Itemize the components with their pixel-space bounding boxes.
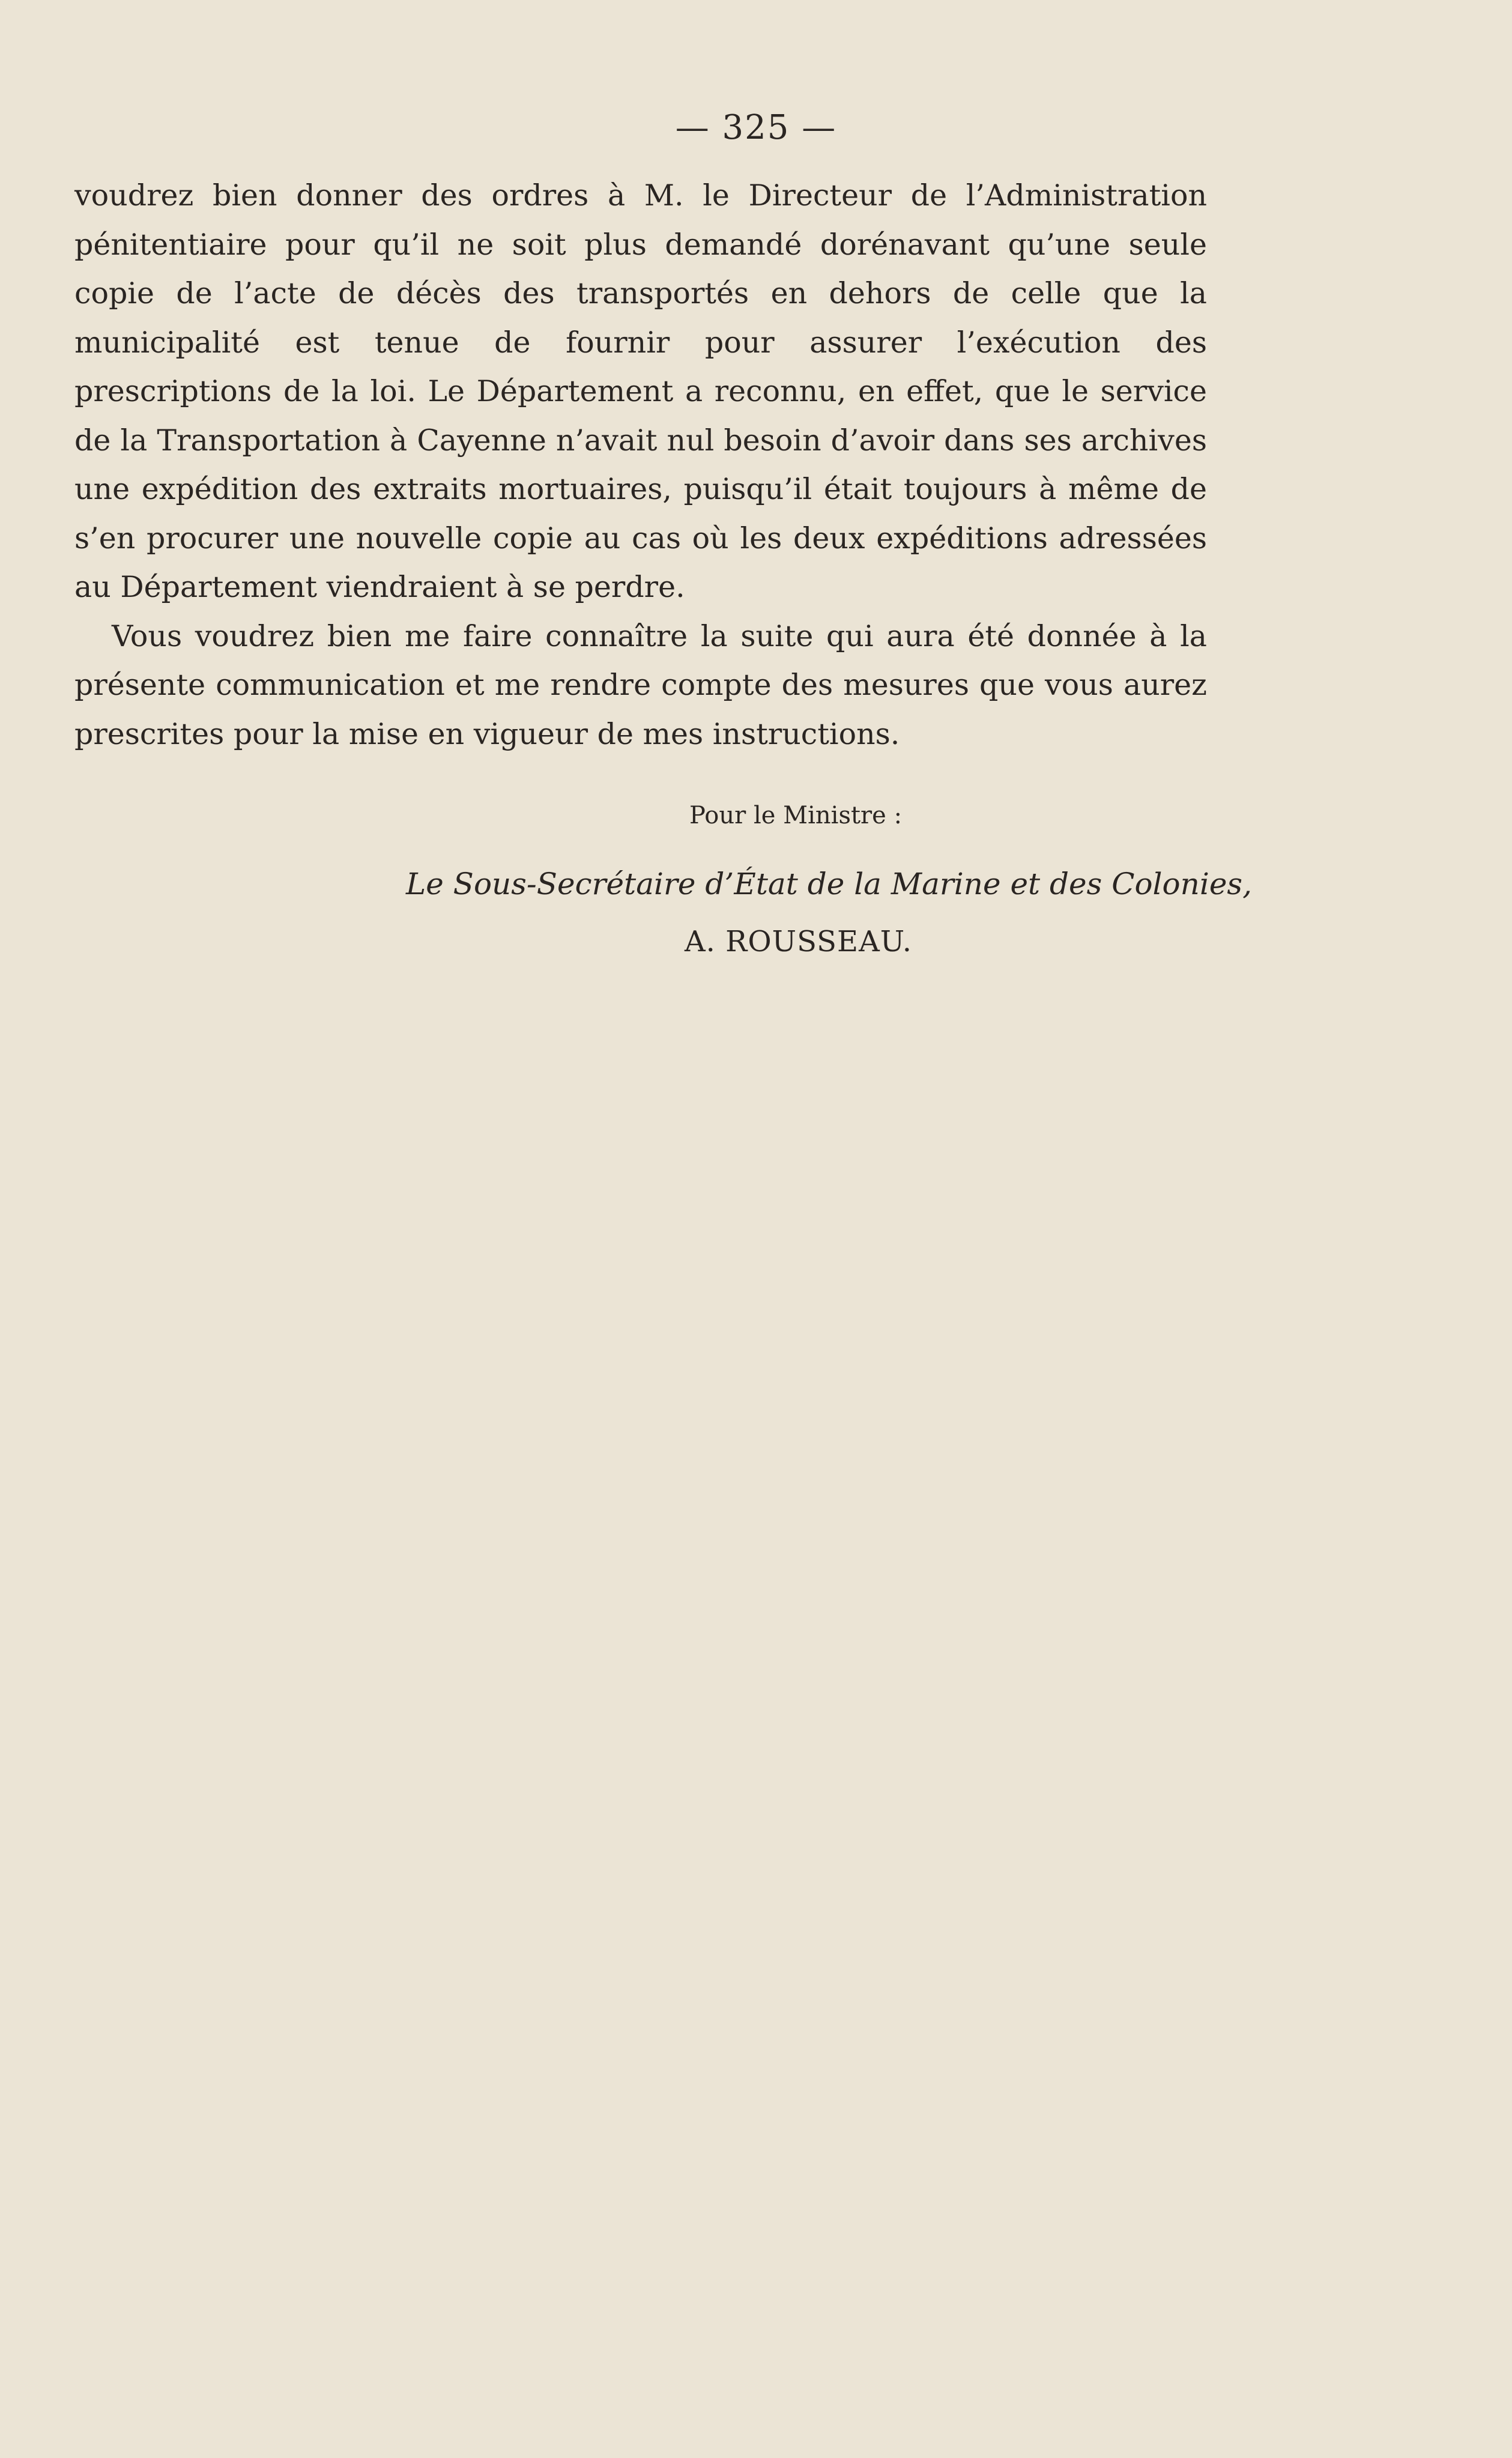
signatory-name: A. ROUSSEAU. bbox=[685, 925, 913, 958]
for-minister-line: Pour le Ministre : bbox=[689, 802, 903, 829]
paragraph: Vous voudrez bien me faire connaître la suite qui aura été donnée à la présente communication et me rendre compte des mesures que vous aurez prescrites pour la mise en vigueur de mes instructions. bbox=[74, 619, 1207, 751]
letter-body bbox=[74, 171, 1207, 758]
page-number: — 325 — bbox=[675, 108, 837, 147]
signatory-title: Le Sous-Secrétaire d’État de la Marine et des Colonies, bbox=[406, 867, 1252, 901]
paragraph: voudrez bien donner des ordres à M. le Directeur de l’Administration pénitentiaire pour qu’il ne soit plus demandé dorénavant qu’une seule copie de l’acte de décès des transportés en dehors de celle que la municipalité est tenue de fournir pour assurer l’exécution des prescriptions de la loi. Le Département a reconnu, en effet, que le service de la Transportation à Cayenne n’avait nul besoin d’avoir dans ses archives une expédition des extraits mortuaires, puisqu’il était toujours à même de s’en procurer une nouvelle copie au cas où les deux expéditions adressées au Département viendraient à se perdre. bbox=[74, 178, 1207, 604]
